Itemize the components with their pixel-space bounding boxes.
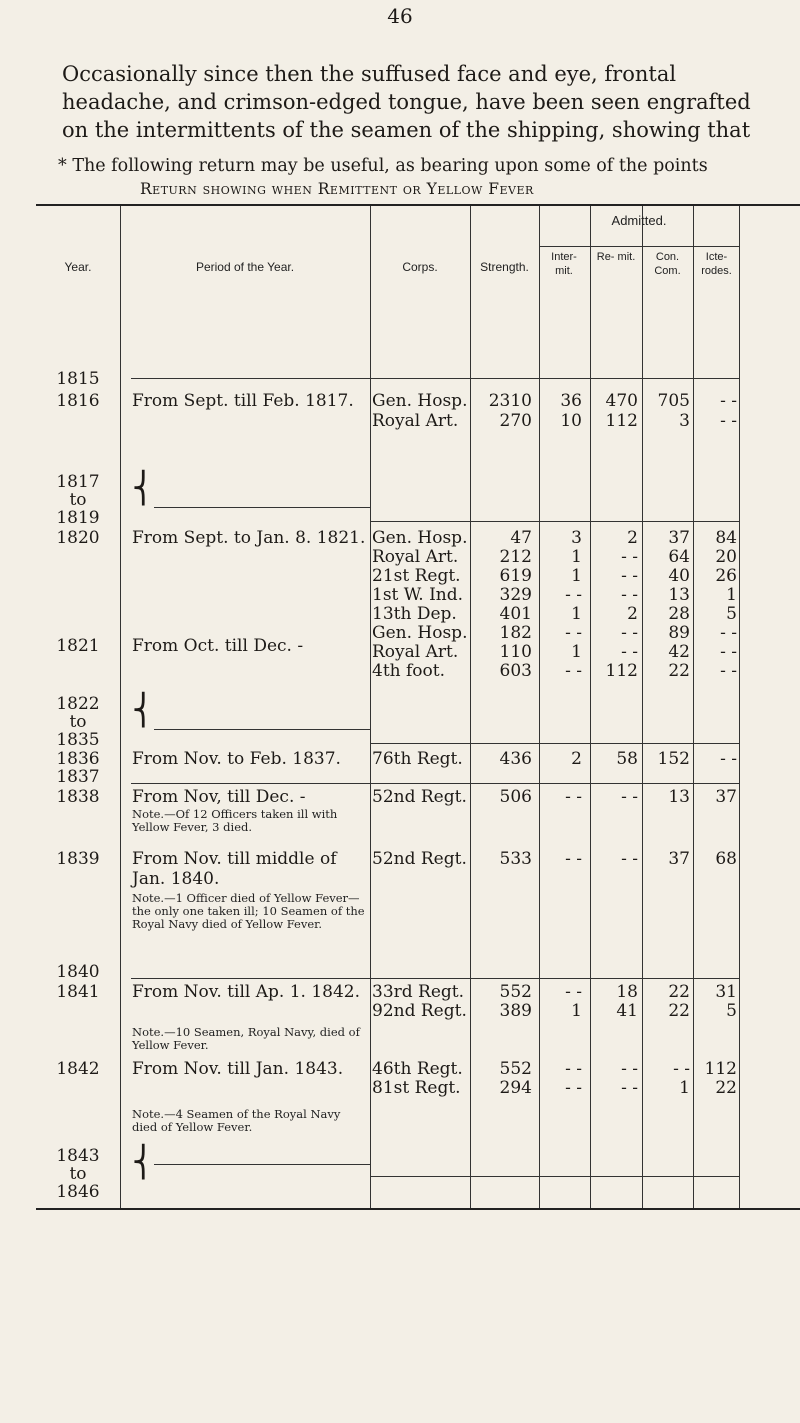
corps-cell: 1st W. Ind. [372, 585, 464, 605]
strength-cell: 47 [510, 528, 532, 548]
concom-cell: 22 [668, 661, 690, 681]
header-remit: Re- mit. [596, 251, 636, 263]
row-separator [154, 1164, 370, 1165]
corps-cell: 4th foot. [372, 661, 445, 681]
corps-cell: 76th Regt. [372, 749, 463, 769]
corps-cell: Royal Art. [372, 547, 459, 567]
intro-paragraph: Occasionally since then the suffused face and eye, frontal headache, and crimson-edged tongue, have been seen engrafted on the intermittents of the seamen of the shipping, showing that [62, 62, 751, 142]
year-1819: 1819 [56, 508, 100, 528]
col-divider [642, 206, 643, 1208]
year-1836: 1836 [56, 749, 100, 769]
period-1821: From Oct. till Dec. - [132, 636, 304, 656]
corps-cell: 52nd Regt. [372, 787, 467, 807]
year-1846: 1846 [56, 1182, 100, 1202]
corps-cell: Gen. Hosp. [372, 528, 468, 548]
concom-cell: 28 [668, 604, 690, 624]
admitted-rule [539, 246, 739, 247]
year-1839: 1839 [56, 849, 100, 869]
remit-cell: 2 [627, 528, 638, 548]
header-strength: Strength. [480, 260, 529, 274]
strength-cell: 389 [499, 1001, 532, 1021]
year-1843: 1843 [56, 1146, 100, 1166]
header-concom: Con. Com. [654, 251, 681, 277]
remit-cell: - - [621, 1078, 638, 1098]
header-icterodes: Icte- rodes. [701, 251, 732, 277]
year-1840: 1840 [56, 962, 100, 982]
concom-cell: 22 [668, 1001, 690, 1021]
note-1842: Note.—4 Seamen of the Royal Navy died of Yellow Fever. [132, 1107, 341, 1134]
col-divider [739, 206, 740, 1208]
concom-cell: 22 [668, 982, 690, 1002]
period-1842: From Nov. till Jan. 1843. [132, 1059, 344, 1079]
remit-cell: 112 [605, 411, 638, 431]
intermit-cell: - - [565, 585, 582, 605]
icterodes-cell: 1 [726, 585, 737, 605]
strength-cell: 182 [499, 623, 532, 643]
intermit-cell: 10 [560, 411, 582, 431]
year-1822: 1822 [56, 694, 100, 714]
return-title: Return showing when Remittent or Yellow Fever [140, 180, 534, 198]
header-intermit: Inter- mit. [551, 251, 577, 277]
intermit-cell: - - [565, 849, 582, 869]
year-1815: 1815 [56, 369, 100, 389]
remit-cell: 112 [605, 661, 638, 681]
corps-cell: Gen. Hosp. [372, 391, 468, 411]
col-divider [590, 206, 591, 1208]
note-1839: Note.—1 Officer died of Yellow Fever—the only one taken ill; 10 Seamen of the Royal Navy died of Yellow Fever. [132, 891, 365, 931]
concom-cell: 64 [668, 547, 690, 567]
intermit-cell: 1 [571, 547, 582, 567]
corps-cell: 21st Regt. [372, 566, 461, 586]
period-1836: From Nov. to Feb. 1837. [132, 749, 341, 769]
remit-cell: - - [621, 1059, 638, 1079]
icterodes-cell: - - [720, 642, 737, 662]
period-1838: From Nov, till Dec. - [132, 787, 306, 807]
footnote: * The following return may be useful, as bearing upon some of the points [58, 156, 708, 176]
icterodes-cell: 5 [726, 1001, 737, 1021]
remit-cell: 41 [616, 1001, 638, 1021]
corps-cell: 13th Dep. [372, 604, 457, 624]
icterodes-cell: 84 [715, 528, 737, 548]
intermit-cell: 3 [571, 528, 582, 548]
icterodes-cell: 20 [715, 547, 737, 567]
concom-cell: 1 [679, 1078, 690, 1098]
brace-1843-1846: ⎨ [132, 1145, 155, 1180]
period-1816: From Sept. till Feb. 1817. [132, 391, 354, 411]
intermit-cell: - - [565, 1059, 582, 1079]
icterodes-cell: 112 [704, 1059, 737, 1079]
remit-cell: 58 [616, 749, 638, 769]
intermit-cell: - - [565, 661, 582, 681]
remit-cell: - - [621, 849, 638, 869]
strength-cell: 552 [499, 982, 532, 1002]
concom-cell: 152 [657, 749, 690, 769]
icterodes-cell: - - [720, 411, 737, 431]
year-to: to [69, 712, 87, 732]
corps-cell: 92nd Regt. [372, 1001, 467, 1021]
concom-cell: 13 [668, 787, 690, 807]
icterodes-cell: 68 [715, 849, 737, 869]
header-year: Year. [64, 260, 92, 274]
corps-cell: Gen. Hosp. [372, 623, 468, 643]
concom-cell: 13 [668, 585, 690, 605]
year-1835: 1835 [56, 730, 100, 750]
remit-cell: - - [621, 787, 638, 807]
col-divider [693, 206, 694, 1208]
concom-cell: 89 [668, 623, 690, 643]
strength-cell: 436 [499, 749, 532, 769]
strength-cell: 212 [499, 547, 532, 567]
page-number: 46 [387, 4, 413, 28]
icterodes-cell: - - [720, 391, 737, 411]
remit-cell: - - [621, 642, 638, 662]
intermit-cell: - - [565, 787, 582, 807]
corps-cell: Royal Art. [372, 642, 459, 662]
strength-cell: 533 [499, 849, 532, 869]
row-separator [370, 743, 739, 744]
intermit-cell: 1 [571, 604, 582, 624]
remit-cell: - - [621, 547, 638, 567]
intermit-cell: 1 [571, 566, 582, 586]
brace-1817-1819: ⎨ [132, 471, 155, 506]
col-divider [539, 206, 540, 1208]
row-separator [154, 507, 370, 508]
strength-cell: 619 [499, 566, 532, 586]
row-separator [370, 521, 739, 522]
row-separator [370, 1176, 739, 1177]
intermit-cell: 2 [571, 749, 582, 769]
row-separator [131, 783, 739, 784]
year-1842: 1842 [56, 1059, 100, 1079]
strength-cell: 329 [499, 585, 532, 605]
corps-cell: Royal Art. [372, 411, 459, 431]
period-1839-continued: Jan. 1840. [132, 869, 220, 889]
strength-cell: 552 [499, 1059, 532, 1079]
remit-cell: - - [621, 623, 638, 643]
strength-cell: 270 [499, 411, 532, 431]
year-to: to [69, 1164, 87, 1184]
period-1820: From Sept. to Jan. 8. 1821. [132, 528, 366, 548]
concom-cell: 705 [657, 391, 690, 411]
strength-cell: 401 [499, 604, 532, 624]
remit-cell: 18 [616, 982, 638, 1002]
remit-cell: 470 [605, 391, 638, 411]
remit-cell: - - [621, 566, 638, 586]
intermit-cell: 1 [571, 1001, 582, 1021]
brace-1822-1835: ⎨ [132, 693, 155, 728]
note-1841: Note.—10 Seamen, Royal Navy, died of Yellow Fever. [132, 1025, 360, 1052]
period-1841: From Nov. till Ap. 1. 1842. [132, 982, 360, 1002]
icterodes-cell: 22 [715, 1078, 737, 1098]
icterodes-cell: 5 [726, 604, 737, 624]
strength-cell: 294 [499, 1078, 532, 1098]
intermit-cell: 1 [571, 642, 582, 662]
icterodes-cell: 26 [715, 566, 737, 586]
row-separator [154, 729, 370, 730]
corps-cell: 46th Regt. [372, 1059, 463, 1079]
remit-cell: 2 [627, 604, 638, 624]
concom-cell: - - [673, 1059, 690, 1079]
concom-cell: 40 [668, 566, 690, 586]
col-divider [370, 206, 371, 1208]
concom-cell: 37 [668, 528, 690, 548]
strength-cell: 603 [499, 661, 532, 681]
note-1838: Note.—Of 12 Officers taken ill with Yellow Fever, 3 died. [132, 807, 338, 834]
header-period: Period of the Year. [195, 260, 295, 274]
icterodes-cell: - - [720, 749, 737, 769]
year-1816: 1816 [56, 391, 100, 411]
year-to: to [69, 490, 87, 510]
corps-cell: 33rd Regt. [372, 982, 465, 1002]
icterodes-cell: 37 [715, 787, 737, 807]
intermit-cell: - - [565, 982, 582, 1002]
period-1839: From Nov. till middle of [132, 849, 337, 869]
intermit-cell: 36 [560, 391, 582, 411]
row-separator [131, 978, 739, 979]
row-separator [131, 378, 739, 379]
year-1817: 1817 [56, 472, 100, 492]
strength-cell: 2310 [488, 391, 532, 411]
year-1820: 1820 [56, 528, 100, 548]
corps-cell: 81st Regt. [372, 1078, 461, 1098]
strength-cell: 506 [499, 787, 532, 807]
year-1837: 1837 [56, 767, 100, 787]
icterodes-cell: 31 [715, 982, 737, 1002]
icterodes-cell: - - [720, 661, 737, 681]
strength-cell: 110 [499, 642, 532, 662]
header-admitted: Admitted. [611, 213, 667, 228]
concom-cell: 37 [668, 849, 690, 869]
corps-cell: 52nd Regt. [372, 849, 467, 869]
col-divider [120, 206, 121, 1208]
concom-cell: 3 [679, 411, 690, 431]
remit-cell: - - [621, 585, 638, 605]
intermit-cell: - - [565, 1078, 582, 1098]
year-1838: 1838 [56, 787, 100, 807]
icterodes-cell: - - [720, 623, 737, 643]
intermit-cell: - - [565, 623, 582, 643]
header-corps: Corps. [402, 260, 438, 274]
col-divider [470, 206, 471, 1208]
year-1821: 1821 [56, 636, 100, 656]
fever-return-table [36, 204, 800, 1210]
year-1841: 1841 [56, 982, 100, 1002]
concom-cell: 42 [668, 642, 690, 662]
